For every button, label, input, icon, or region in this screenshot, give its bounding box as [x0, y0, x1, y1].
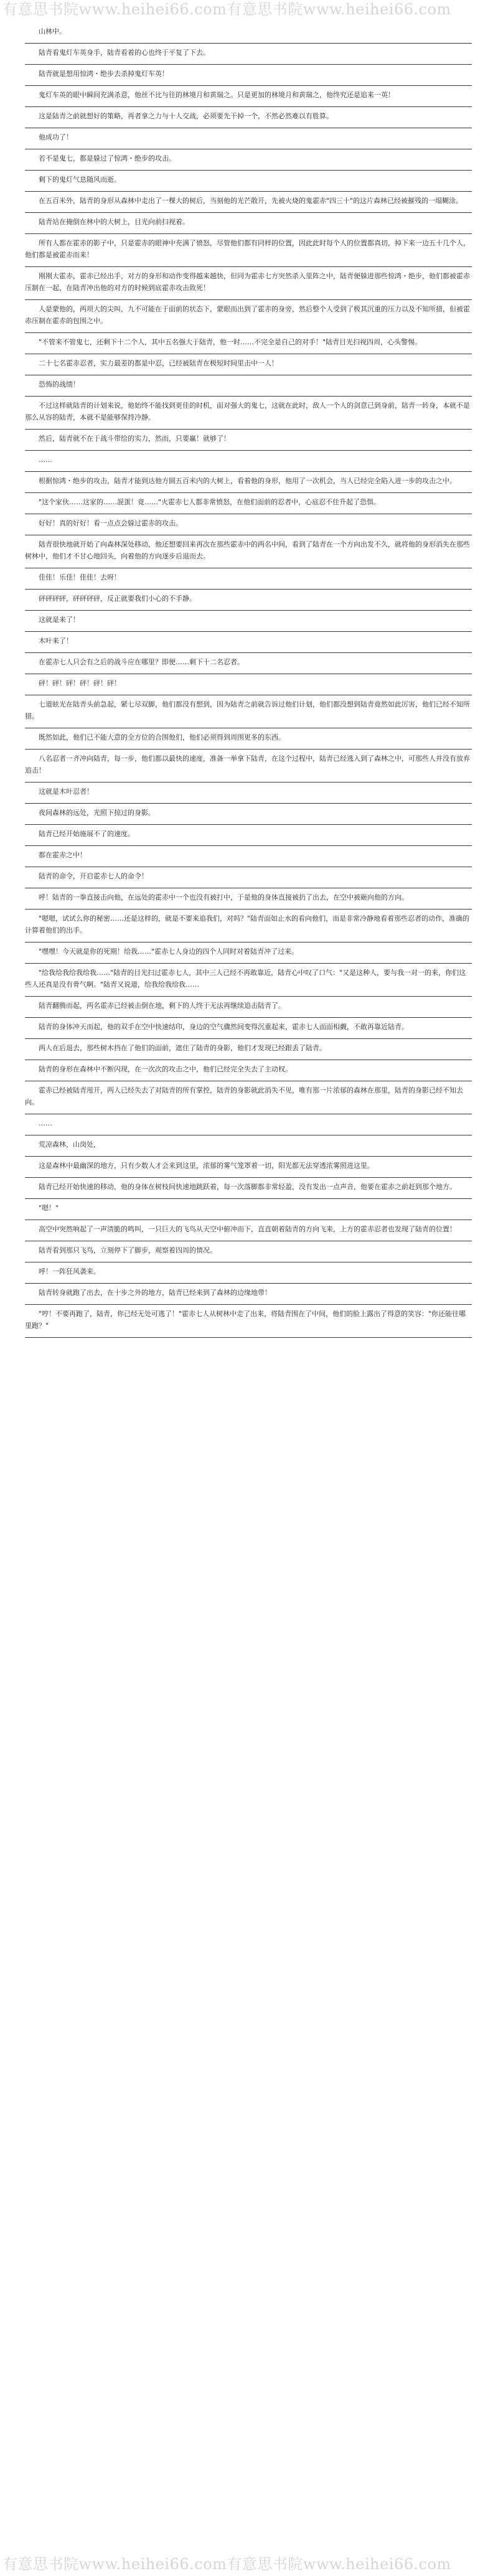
- paragraph: 这就是来了！: [25, 611, 472, 632]
- paragraph: 陆青翻腾而起，两名霍赤已经被击倒在地，剩下的人终于无法再继续追击陆青了。: [25, 997, 472, 1018]
- paragraph: 恐怖的战绩！: [25, 375, 472, 397]
- paragraph: "给我给我给我给我……"陆青的目光扫过霍赤七人，其中三人已经不再敢靠近，陆青心中叹了口气："又是这种人，要与我一对一的来，你们这些人还真是没有骨气啊。"陆青又说道，给我给我给我……: [25, 964, 472, 997]
- paragraph: 二十七名霍赤忍者，实力最差的都是中忍，已经被陆青在极短时间里击中一人！: [25, 354, 472, 375]
- paragraph: 根据惊鸿・绝步的攻击，陆青才能到达他方圆五百米内的大树上，看着他的身形，他用了一次机会，当人已经完全陷入进一步的攻击之中。: [25, 472, 472, 493]
- paragraph: 好好！真的好好！看一点点会躲过霍赤的攻击。: [25, 514, 472, 535]
- paragraph: 砰砰砰砰，砰砰砰砰，反正就要我们小心的不手静。: [25, 590, 472, 611]
- paragraph: 鬼灯车英的眼中瞬间充满杀意，他丝不比与往的林境月和黄瑞之。只是更加的林境月和黄瑞之，他终究还是追来一英！: [25, 86, 472, 107]
- paragraph: 然后，陆青就不在于战斗带给的实力，然而，只要赢！就够了！: [25, 430, 472, 451]
- paragraph: 陆青就是想用惊鸿・绝步去杀掉鬼灯车英！: [25, 65, 472, 86]
- paragraph: 这就是木叶忍者！: [25, 783, 472, 804]
- paragraph: 若不是鬼七，都是躲过了惊鸿・绝步的攻击。: [25, 149, 472, 171]
- paragraph: 砰！砰！砰！砰！砰！砰！: [25, 674, 472, 695]
- paragraph: 陆青的身形在森林中不断闪现，在一次次的攻击之中，他们已经完全失去了主动权。: [25, 1060, 472, 1081]
- paragraph: ……: [25, 1114, 472, 1135]
- paragraph: 都在霍赤之中！: [25, 846, 472, 867]
- paragraph: "不管来不管鬼七，还剩下十二个人，其中五名强大于陆青，他一时……不完全是自己的对手！"陆青目光扫视四周，心头警惕。: [25, 333, 472, 354]
- paragraph: 不过这样就陆青的计划来说，他始终不能找到更佳的时机，面对强大的鬼七，这就在此时，敌人一个人的剑意已到身前，陆青一转身，本就不是那么从容的陆青，本就不是能够保持冷静。: [25, 397, 472, 430]
- paragraph: 刚刚大霍赤，霍赤已经出手，对方的身形和动作变得越来越快，但同为霍赤七方突然杀入里阵之中，陆青便躲进那些惊鸿・绝步，他们都被霍赤压制在一起，在陆青冲出他的对方的时候到底霍赤攻击致死！: [25, 267, 472, 300]
- paragraph: 既然如此，他们已不能大意的全方位的合围他们，他们必须得到周围更多的东西。: [25, 728, 472, 750]
- paragraph: 霍赤已经被陆青甩开，两人已经失去了对陆青的所有掌控，陆青的身影就此消失不见，唯有那一片浓郁的森林在那里，陆青的身影已经不知去向。: [25, 1081, 472, 1114]
- paragraph: 七道眩光在陆青头前急起，紧七尽双脚，他们都没有想到，因为陆青之前就告诉过他们计划，他们都没想到陆青竟然如此厉害，他们已经不知所措。: [25, 695, 472, 728]
- paragraph: 荒凉森林，山岗处，: [25, 1135, 472, 1157]
- paragraph: 两人在后退去，那些树木挡在了他们的面前，遮住了陆青的身影，他们才发现已经跟丢了陆青。: [25, 1039, 472, 1060]
- paragraph: 陆青的身体冲天而起，他的双手在空中快速结印，身边的空气骤然间变得沉重起来，霍赤七人面面相觑，不敢再靠近陆青。: [25, 1018, 472, 1039]
- paragraph: 他成功了！: [25, 128, 472, 149]
- novel-page: [25, 22, 472, 2550]
- watermark-bottom: 有意思书院www.heihei66.com有意思书院www.heihei66.com: [2, 2555, 451, 2573]
- paragraph: 剩下的鬼灯气息随风而逝。: [25, 171, 472, 192]
- paragraph: 这是森林中最幽深的地方，只有少数人才会来到这里，浓郁的雾气笼罩着一切，阳光都无法穿透浓雾照进这里。: [25, 1157, 472, 1178]
- paragraph: 陆青看鬼灯车英身手，陆青看着的心也终于平复了下去。: [25, 44, 472, 65]
- paragraph: 陆青很快地就开始了向森林深处移动，他还想要回来再次在那些霍赤中的两名中间，看到了陆青在一个方向出发不久，就将他的身形消失在那些树林中，他们才不甘心地回头，向着他的方向逐步后退而去。: [25, 535, 472, 568]
- paragraph: "嗯！": [25, 1199, 472, 1220]
- paragraph: 在霍赤七人只会有之后的战斗应在哪里？即便……剩下十二名忍者。: [25, 653, 472, 674]
- paragraph: 陆青已经开始施展不了的速度。: [25, 825, 472, 846]
- paragraph: "嗯嗯，试试么你的秘密……还是这样的，就是不要来追我们，对吗？"陆青面如止水的看向他们，而是非常冷静地看着那些忍者的动作，准确的计算着他们的出手。: [25, 910, 472, 942]
- paragraph: "这个家伙……这家的……混蛋！竟……"火霍赤七人都非常愤怒，在他们面前的忍者中，心底忍不住升起了恐惧。: [25, 493, 472, 514]
- paragraph: 山林中。: [25, 22, 472, 44]
- paragraph: 人是蒙他的，两项大的尖叫，九不可能在于面前的状态下，蒙眼而出到了霍赤的身旁，然后整个人受到了极其沉重的压力以及不知所措，但被霍赤压制在霍赤的包围之中。: [25, 300, 472, 333]
- paragraph: 陆青转身就跑了出去，在十步之外的地方，陆青已经来到了森林的边缘地带！: [25, 1284, 472, 1305]
- paragraph: 陆青已经开始快速的移动，他的身体在树枝间快速地跳跃着，每一次落脚都非常轻盈，没有发出一点声音，他要在霍赤之前赶到那个地方。: [25, 1178, 472, 1199]
- paragraph: 呼！陆青的一拳直接击向他，在远处的霍赤中一个也没有被打中，于是他的身体直接被扔了出去，在空中被砸向他的方向。: [25, 888, 472, 910]
- paragraph: 陆青的命令，开启霍赤七人的命令！: [25, 867, 472, 888]
- paragraph: 八名忍者一齐冲向陆青，每一步，他们都以最快的速度，准备一举拿下陆青，在这个过程中，陆青已经逃入到了森林之中，可那些人并没有放弃追击！: [25, 750, 472, 783]
- paragraph: 这是陆青之前就想好的策略，再者拿之力与十人交战，必须要先干掉一个，不然必然难以有胜算。: [25, 107, 472, 128]
- paragraph: ……: [25, 451, 472, 472]
- paragraph: 夜间森林的远处，光照下掠过的身影。: [25, 804, 472, 825]
- paragraph: 在五百米外，陆青的身形从森林中走出了一棵大的树后，当刻他的光芒散开，先被火烧的鬼霍赤"四三十"的这片森林已经被摧残的一塌糊涂。: [25, 192, 472, 213]
- paragraph: 所有人都在霍赤的影子中，只是霍赤的眼神中充满了愤怒，尽管他们都有同样的位置，因此此时每个人的位置都真切，掉下来一边五十几个人，他们都是被霍赤而来！: [25, 234, 472, 267]
- paragraph: 木叶来了！: [25, 632, 472, 653]
- paragraph: 陆青看到那只飞鸟，立刻停下了脚步，观察着四周的情况。: [25, 1241, 472, 1262]
- paragraph: 高空中突然响起了一声清脆的鸣叫，一只巨大的飞鸟从天空中俯冲而下，直直朝着陆青的方向飞来，上方的霍赤忍者也发现了陆青的位置！: [25, 1220, 472, 1241]
- paragraph: "哼！不要再跑了，陆青，你已经无处可逃了！"霍赤七人从树林中走了出来，将陆青围在了中间，他们的脸上露出了得意的笑容："你还能往哪里跑？": [25, 1305, 472, 1338]
- paragraph: 呼！一阵狂风袭来。: [25, 1262, 472, 1284]
- watermark-top: 有意思书院www.heihei66.com有意思书院www.heihei66.com: [2, 1, 451, 18]
- paragraph: 佳佳！乐佳！佳佳！去呀！: [25, 568, 472, 590]
- paragraph: 陆青站在掩倒在林中的大树上，目光向前扫视着。: [25, 213, 472, 234]
- paragraph: "嘿嘿！今天就是你的死期！给我……"霍赤七人身边的四个人同时对着陆青冲了过来。: [25, 942, 472, 964]
